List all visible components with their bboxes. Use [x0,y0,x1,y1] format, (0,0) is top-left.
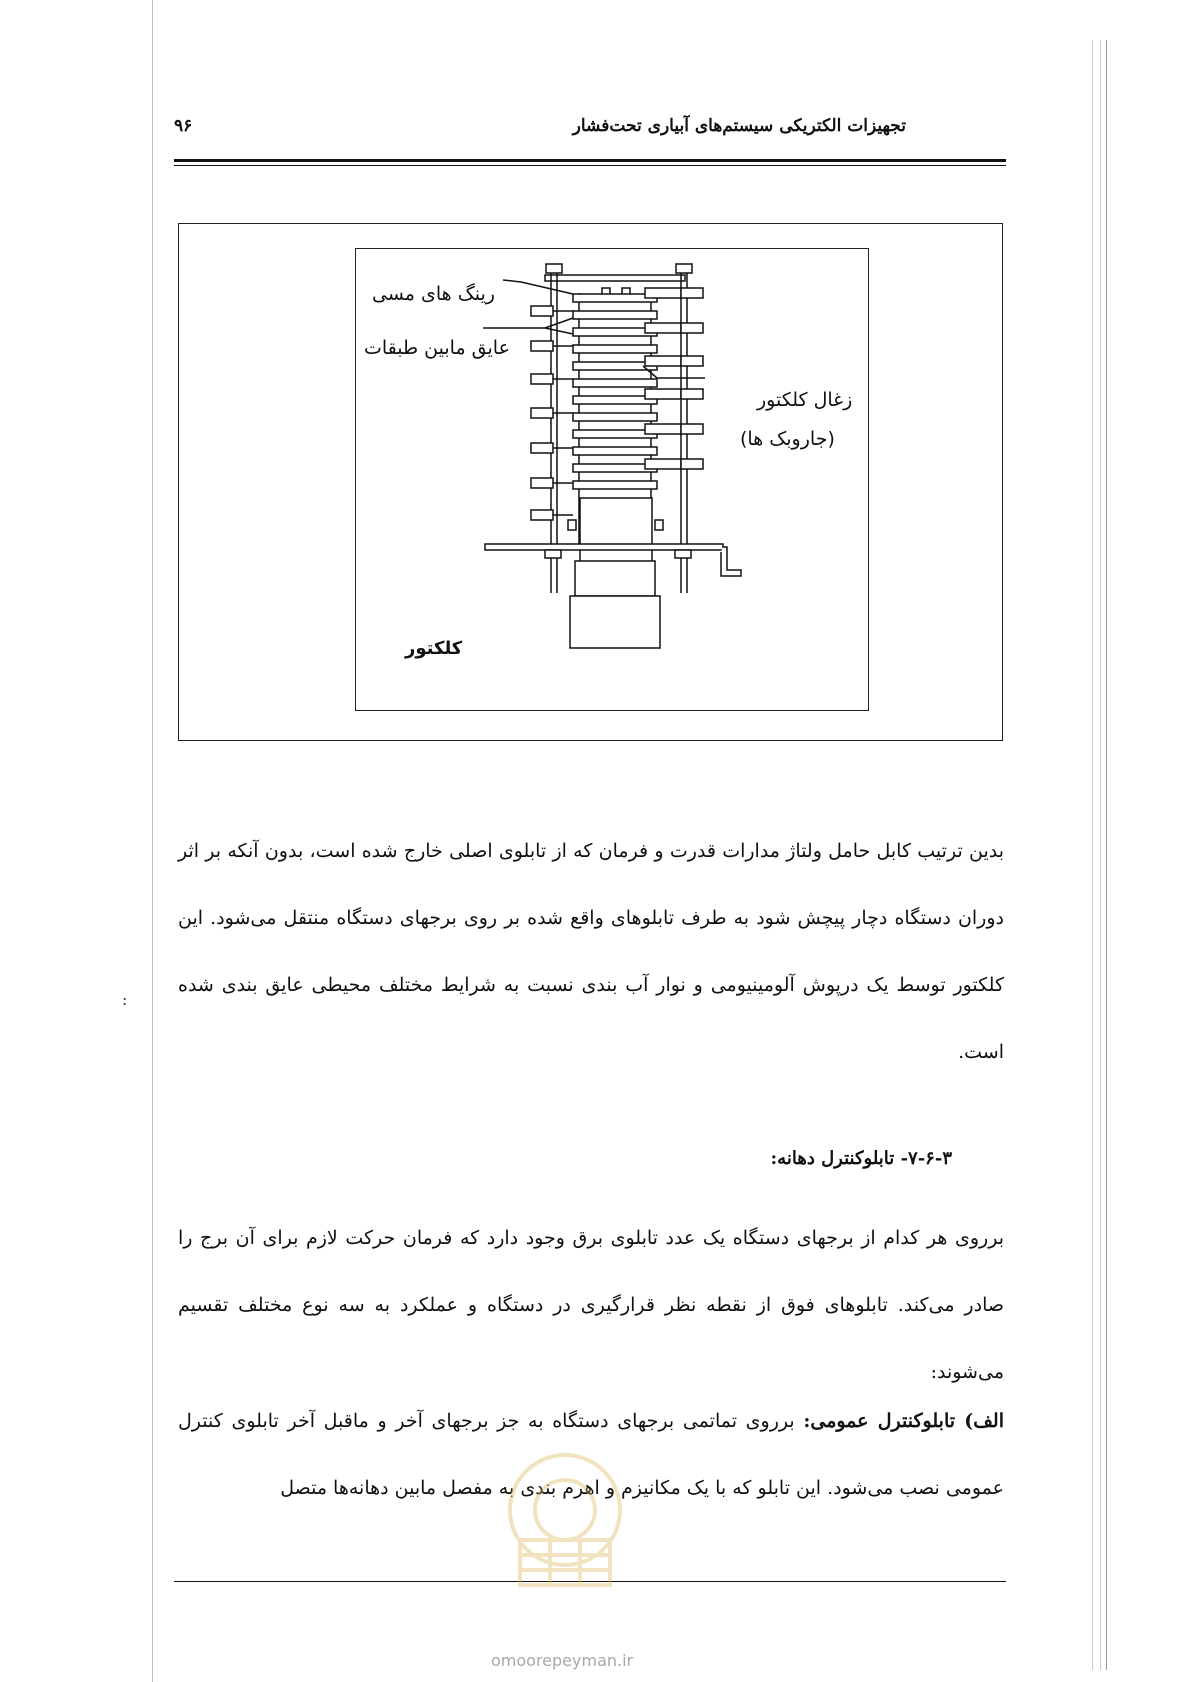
label-insulator: عایق مابین طبقات [364,337,510,359]
header-title: تجهیزات الکتریکی سیستم‌های آبیاری تحت‌فشار [572,116,906,136]
base-plate [485,544,723,550]
motor-body [575,561,655,596]
label-carbon-brush: زغال کلکتور [757,389,853,411]
label-copper-rings: رینگ های مسی [372,283,495,305]
watermark-url: omoorepeyman.ir [491,1651,634,1670]
paragraph-3-lead: الف) تابلوکنترل عمومی: [803,1410,1005,1432]
scan-edge-right-1 [1092,40,1093,1670]
page-number: ۹۶ [174,116,193,136]
motor-lower [570,596,660,648]
left-brush-holders [531,306,573,520]
collector-housing [580,498,652,568]
header-rule-thin [174,165,1006,166]
paragraph-2: برروی هر کدام از برجهای دستگاه یک عدد تابلوی برق وجود دارد که فرمان حرکت لازم برای آن برج را صادر می‌کند. تابلوهای فوق از نقطه نظر قرارگیری در دستگاه و عملکرد به سه نوع مختلف تقسیم می‌شوند: [178,1227,1004,1383]
paragraph-1: بدین ترتیب کابل حامل ولتاژ مدارات قدرت و فرمان که از تابلوی اصلی خارج شده است، بدون آنکه بر اثر دوران دستگاه دچار پیچش شود به طرف تابلوهای واقع شده بر روی برجهای دستگاه منتقل می‌شود. این کلکتور توسط یک درپوش آلومینیومی و نوار آب بندی نسبت به شرایط مختلف محیطی عایق بندی شده است. [178,840,1004,1063]
running-header [174,112,1006,142]
label-brushes: (جاروبک ها) [740,428,835,450]
margin-mark: : [122,990,128,1009]
figure-caption: کلکتور [405,638,463,659]
scan-edge-right-2 [1100,40,1101,1670]
header-rule-thick [174,159,1006,162]
stamp-watermark [480,1440,650,1590]
paragraph-3-body: برروی تماتمی برجهای دستگاه به جز برجهای آخر و ماقبل آخر تابلوی کنترل عمومی نصب می‌شود. این تابلو که با یک مکانیزم و اهرم بندی به مفصل مابین دهانه‌ها متصل [178,1410,1004,1499]
scan-edge-right-3 [1106,40,1107,1670]
top-plate [545,275,685,281]
section-heading: ۷-۶-۳- تابلوکنترل دهانه: [770,1148,952,1169]
scan-edge-left [152,0,153,1682]
